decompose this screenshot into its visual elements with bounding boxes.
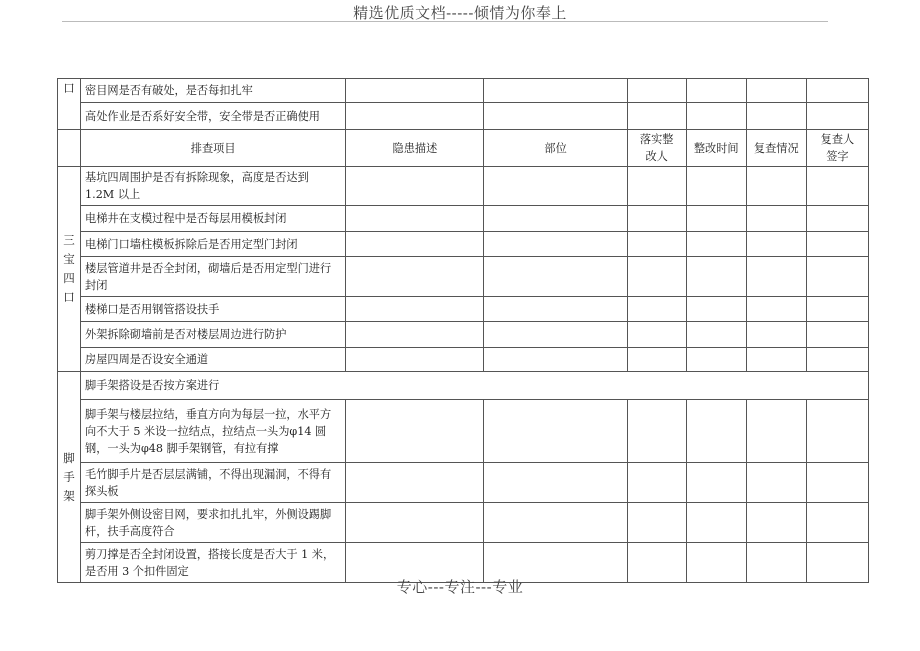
item-cell: 剪刀撑是否全封闭设置，搭接长度是否大于 1 米，是否用 3 个扣件固定 [81,543,346,583]
empty-cell [627,167,686,206]
empty-cell [746,503,806,543]
empty-cell [627,463,686,503]
empty-cell [746,206,806,232]
empty-cell [686,232,746,257]
page-header: 精选优质文档-----倾情为你奉上 [353,4,567,22]
empty-cell [346,257,484,297]
empty-cell [346,167,484,206]
empty-cell [627,257,686,297]
table-row [58,463,869,503]
empty-cell [686,400,746,463]
empty-cell [746,400,806,463]
empty-cell [806,232,868,257]
empty-cell [484,206,627,232]
empty-cell [627,232,686,257]
table-row [58,232,869,257]
empty-cell [806,322,868,348]
table-row [58,322,869,348]
empty-cell [484,297,627,322]
page-footer: 专心---专注---专业 [396,578,524,596]
item-cell: 脚手架与楼层拉结，垂直方向为每层一拉，水平方向不大于 5 米设一拉结点，拉结点一头为φ14 圆钢，一头为φ48 脚手架钢管，有拉有撑 [81,400,346,463]
empty-cell [484,400,627,463]
empty-cell [806,167,868,206]
empty-cell [627,206,686,232]
table-header-row [58,130,869,167]
empty-cell [627,503,686,543]
table-row [58,503,869,543]
empty-cell [484,232,627,257]
empty-cell [484,348,627,372]
empty-cell [806,400,868,463]
item-cell: 楼层管道井是否全封闭，砌墙后是否用定型门进行封闭 [81,257,346,297]
empty-cell [686,322,746,348]
empty-cell [686,463,746,503]
item-cell: 密目网是否有破处，是否每扣扎牢 [81,79,346,103]
empty-cell [806,257,868,297]
empty-cell [627,348,686,372]
empty-cell [346,232,484,257]
table-row [58,257,869,297]
column-header-rectifier: 落实整改人 [627,130,686,167]
empty-cell [746,79,806,103]
empty-cell [746,257,806,297]
empty-cell [746,103,806,130]
category-cell: 脚手架 [58,372,81,583]
empty-cell [484,463,627,503]
category-cell: 口 [58,79,81,130]
table-row [58,372,869,400]
table-row [58,348,869,372]
empty-cell [346,322,484,348]
column-header-signer: 复查人签字 [806,130,868,167]
empty-cell [484,322,627,348]
item-cell: 房屋四周是否设安全通道 [81,348,346,372]
empty-cell [346,400,484,463]
column-header-status: 复查情况 [746,130,806,167]
empty-cell [484,103,627,130]
empty-cell [746,167,806,206]
column-header-hazard: 隐患描述 [346,130,484,167]
empty-cell [686,257,746,297]
empty-cell [686,103,746,130]
empty-cell [806,103,868,130]
category-cell: 三宝四口 [58,167,81,372]
item-cell: 脚手架搭设是否按方案进行 [81,372,869,400]
column-header-item: 排查项目 [81,130,346,167]
empty-cell [746,463,806,503]
table-row [58,103,869,130]
empty-cell [346,79,484,103]
empty-cell [484,503,627,543]
empty-cell [346,297,484,322]
table-row [58,400,869,463]
empty-cell [746,232,806,257]
empty-cell [58,130,81,167]
empty-cell [627,322,686,348]
column-header-time: 整改时间 [686,130,746,167]
item-cell: 电梯井在支模过程中是否每层用模板封闭 [81,206,346,232]
empty-cell [806,206,868,232]
empty-cell [686,206,746,232]
empty-cell [627,103,686,130]
empty-cell [686,503,746,543]
table-row [58,297,869,322]
empty-cell [806,297,868,322]
empty-cell [686,297,746,322]
empty-cell [627,400,686,463]
empty-cell [686,348,746,372]
table-row [58,206,869,232]
empty-cell [346,503,484,543]
item-cell: 高处作业是否系好安全带，安全带是否正确使用 [81,103,346,130]
empty-cell [746,322,806,348]
empty-cell [346,103,484,130]
empty-cell [746,348,806,372]
empty-cell [746,297,806,322]
empty-cell [627,297,686,322]
empty-cell [484,167,627,206]
empty-cell [627,79,686,103]
item-cell: 外架拆除砌墙前是否对楼层周边进行防护 [81,322,346,348]
column-header-location: 部位 [484,130,627,167]
empty-cell [806,463,868,503]
inspection-table [57,78,869,583]
empty-cell [806,348,868,372]
item-cell: 毛竹脚手片是否层层满铺，不得出现漏洞，不得有探头板 [81,463,346,503]
header-rule [62,21,828,22]
empty-cell [806,503,868,543]
item-cell: 楼梯口是否用钢管搭设扶手 [81,297,346,322]
item-cell: 脚手架外侧设密目网，要求扣扎扎牢，外侧设踢脚杆，扶手高度符合 [81,503,346,543]
table-row [58,79,869,103]
empty-cell [686,79,746,103]
item-cell: 电梯门口墙柱模板拆除后是否用定型门封闭 [81,232,346,257]
item-cell: 基坑四周围护是否有拆除现象，高度是否达到 1.2M 以上 [81,167,346,206]
empty-cell [484,257,627,297]
empty-cell [346,206,484,232]
empty-cell [346,348,484,372]
table-row [58,167,869,206]
empty-cell [484,79,627,103]
empty-cell [346,463,484,503]
empty-cell [686,167,746,206]
empty-cell [806,79,868,103]
